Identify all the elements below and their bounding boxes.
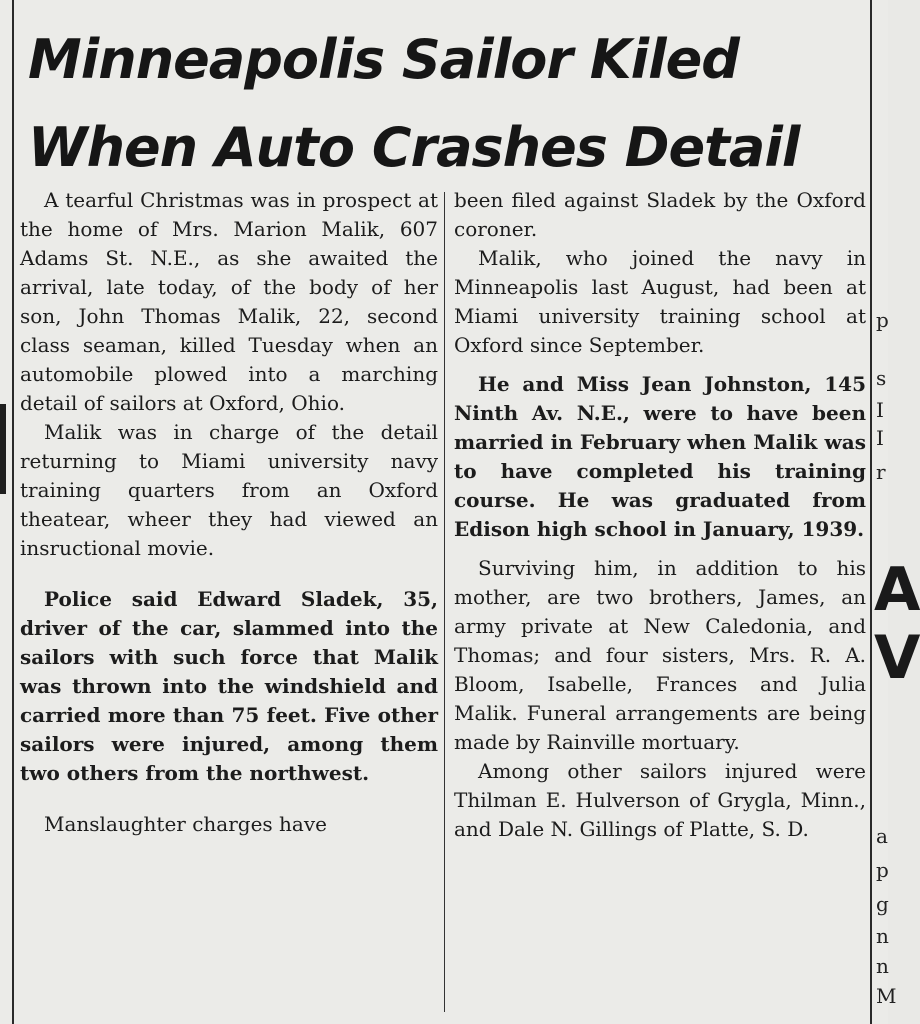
paragraph-gap — [20, 563, 438, 585]
paragraph: Manslaughter charges have — [44, 812, 327, 836]
right-column-rule — [870, 0, 872, 1024]
article-headline — [28, 16, 858, 192]
adjacent-column-fragment: I — [876, 426, 884, 450]
paragraph-gap — [20, 788, 438, 810]
bold-paragraph: Police said Edward Sladek, 35, driver of the car, slammed into the sailors with such force that Malik was thrown into the windshield and carried more than 75 feet. Five other sailors were injured, among them two others from the northwest. — [20, 587, 438, 785]
paragraph: Malik, who joined the navy in Minneapolis last August, had been at Miami university training school at Oxford since September. — [454, 246, 866, 357]
paragraph: A tearful Christmas was in prospect at the home of Mrs. Marion Malik, 607 Adams St. N.E., as she awaited the arrival, late today, of the body of her son, John Thomas Malik, 22, second class seaman, killed Tuesday when an automobile plowed into a marching detail of sailors at Oxford, Ohio. — [20, 188, 438, 415]
paragraph: been filed against Sladek by the Oxford coroner. — [454, 188, 866, 241]
adjacent-column-fragment: I — [876, 398, 884, 422]
adjacent-column-fragment: g — [876, 892, 889, 916]
adjacent-column-fragment: n — [876, 924, 889, 948]
center-column-rule — [444, 192, 445, 1012]
adjacent-column-fragment: A — [874, 555, 920, 625]
paragraph-gap — [454, 360, 866, 370]
left-column — [20, 186, 438, 839]
adjacent-column-fragment: a — [876, 824, 888, 848]
left-column-rule — [12, 0, 14, 1024]
paragraph: Among other sailors injured were Thilman E. Hulverson of Grygla, Minn., and Dale N. Gillings of Platte, S. D. — [454, 759, 866, 841]
adjacent-column-fragment: V — [874, 623, 920, 693]
adjacent-column-fragment: r — [876, 460, 886, 484]
adjacent-column-fragment: p — [876, 858, 889, 882]
right-column — [454, 186, 866, 844]
adjacent-column-fragment: p — [876, 308, 889, 332]
adjacent-column-fragment: s — [876, 366, 887, 390]
bold-paragraph: He and Miss Jean Johnston, 145 Ninth Av. N.E., were to have been married in February when Malik was to have completed his training course. He was graduated from Edison high school in January, 1939. — [454, 372, 866, 541]
adjacent-column-fragment: n — [876, 954, 889, 978]
headline-line-2: When Auto Crashes Detail — [28, 116, 800, 179]
adjacent-column-fragment: M — [876, 984, 897, 1008]
paragraph: Malik was in charge of the detail returning to Miami university navy training quarters from an Oxford theatear, wheer they had viewed an insructional movie. — [20, 420, 438, 560]
paragraph-gap — [454, 544, 866, 554]
paragraph: Surviving him, in addition to his mother, are two brothers, James, an army private at New Caledonia, and Thomas; and four sisters, Mrs. R. A. Bloom, Isabelle, Frances and Julia Malik. Funeral arrangements are being made by Rainville mortuary. — [454, 556, 866, 754]
headline-line-1: Minneapolis Sailor Kiled — [28, 28, 739, 91]
adjacent-column-bar — [0, 404, 6, 494]
